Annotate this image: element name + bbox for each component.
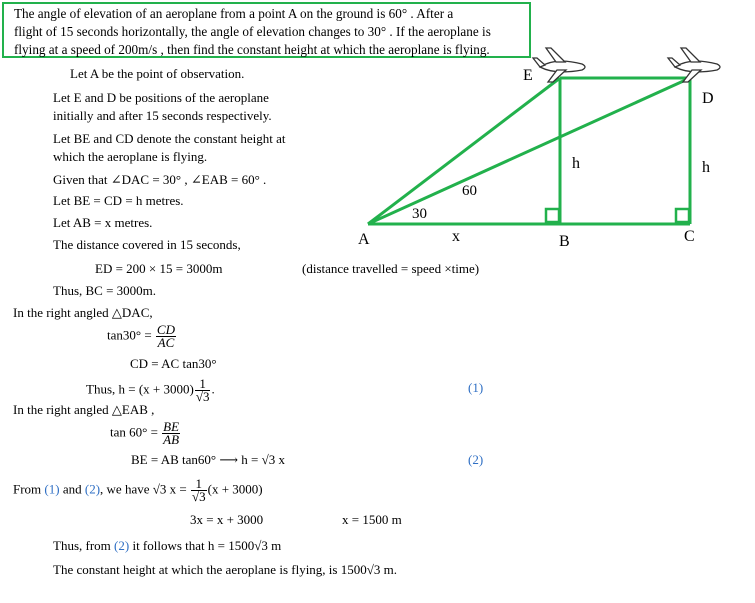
fraction: $\frac{1}{√3}$ [191,476,206,504]
equation-2: BE = AB tan60° ⟶ h = √3 x [131,452,285,467]
point-a-label: A [358,231,370,248]
angle-30-label: 30 [412,206,427,222]
problem-line-2: flight of 15 seconds horizontally, the angle of elevation changes to 30° . If the aeroplane is [14,24,491,39]
section-heading: In the right angled △EAB , [13,402,155,417]
tan60-equation: tan 60° = $\frac{BE}{AB}$ [110,419,180,447]
solution-line: which the aeroplane is flying. [53,149,208,164]
distance-equation: ED = 200 × 15 = 3000m [95,261,223,276]
height-label-cd: h [702,159,710,176]
reference-2: (2) [114,538,130,553]
equation-1: Thus, h = (x + 3000) $\frac{1}{√3}$ . [86,376,215,404]
given-angles: Given that ∠DAC = 30° , ∠EAB = 60° . [53,172,267,187]
solution-line: Let E and D be positions of the aeroplane [53,90,269,105]
problem-line-1: The angle of elevation of an aeroplane from a point A on the ground is 60° . After a [14,6,454,21]
equation-tag-2: (2) [468,452,484,467]
height-label-be: h [572,155,580,172]
height-result: Thus, from (2) it follows that h = 1500√3 m [53,538,282,553]
point-d-label: D [702,90,714,107]
section-heading: In the right angled △DAC, [13,305,153,320]
solution-line: initially and after 15 seconds respectively. [53,108,272,123]
fraction: $\frac{CD}{AC}$ [156,322,175,350]
fraction: $\frac{1}{√3}$ [195,376,210,404]
equation-tag-1: (1) [468,380,484,395]
solution-line: Let A be the point of observation. [70,66,245,81]
distance-label-x: x [452,228,460,245]
reference-2: (2) [84,481,101,497]
solution-line: CD = AC tan30° [130,356,217,371]
solution-line: 3x = x + 3000 [190,512,264,527]
solution-line: Let BE = CD = h metres. [53,193,184,208]
x-result: x = 1500 m [342,512,402,527]
distance-note: (distance travelled = speed ×time) [302,261,480,276]
point-b-label: B [559,233,570,250]
problem-line-3: flying at a speed of 200m/s , then find the constant height at which the aeroplane is flying. [14,42,490,57]
fraction: $\frac{BE}{AB}$ [163,419,180,447]
right-angle-c [676,209,689,222]
point-c-label: C [684,228,695,245]
point-e-label: E [523,67,533,84]
final-answer: The constant height at which the aeroplane is flying, is 1500√3 m. [53,562,397,577]
solution-line: Let AB = x metres. [53,215,153,230]
tan30-equation: tan30° = $\frac{CD}{AC}$ [107,322,175,350]
solution-line: The distance covered in 15 seconds, [53,237,241,252]
solution-line: Let BE and CD denote the constant height at [53,131,286,146]
elevation-diagram [350,40,750,255]
reference-1: (1) [44,481,60,497]
right-angle-b [546,209,559,222]
combine-equations: From (1) and (2), we have √3 x = $\frac{1}{√3}$ (x + 3000) [13,476,263,504]
angle-60-label: 60 [462,183,477,199]
solution-line: Thus, BC = 3000m. [53,283,157,298]
